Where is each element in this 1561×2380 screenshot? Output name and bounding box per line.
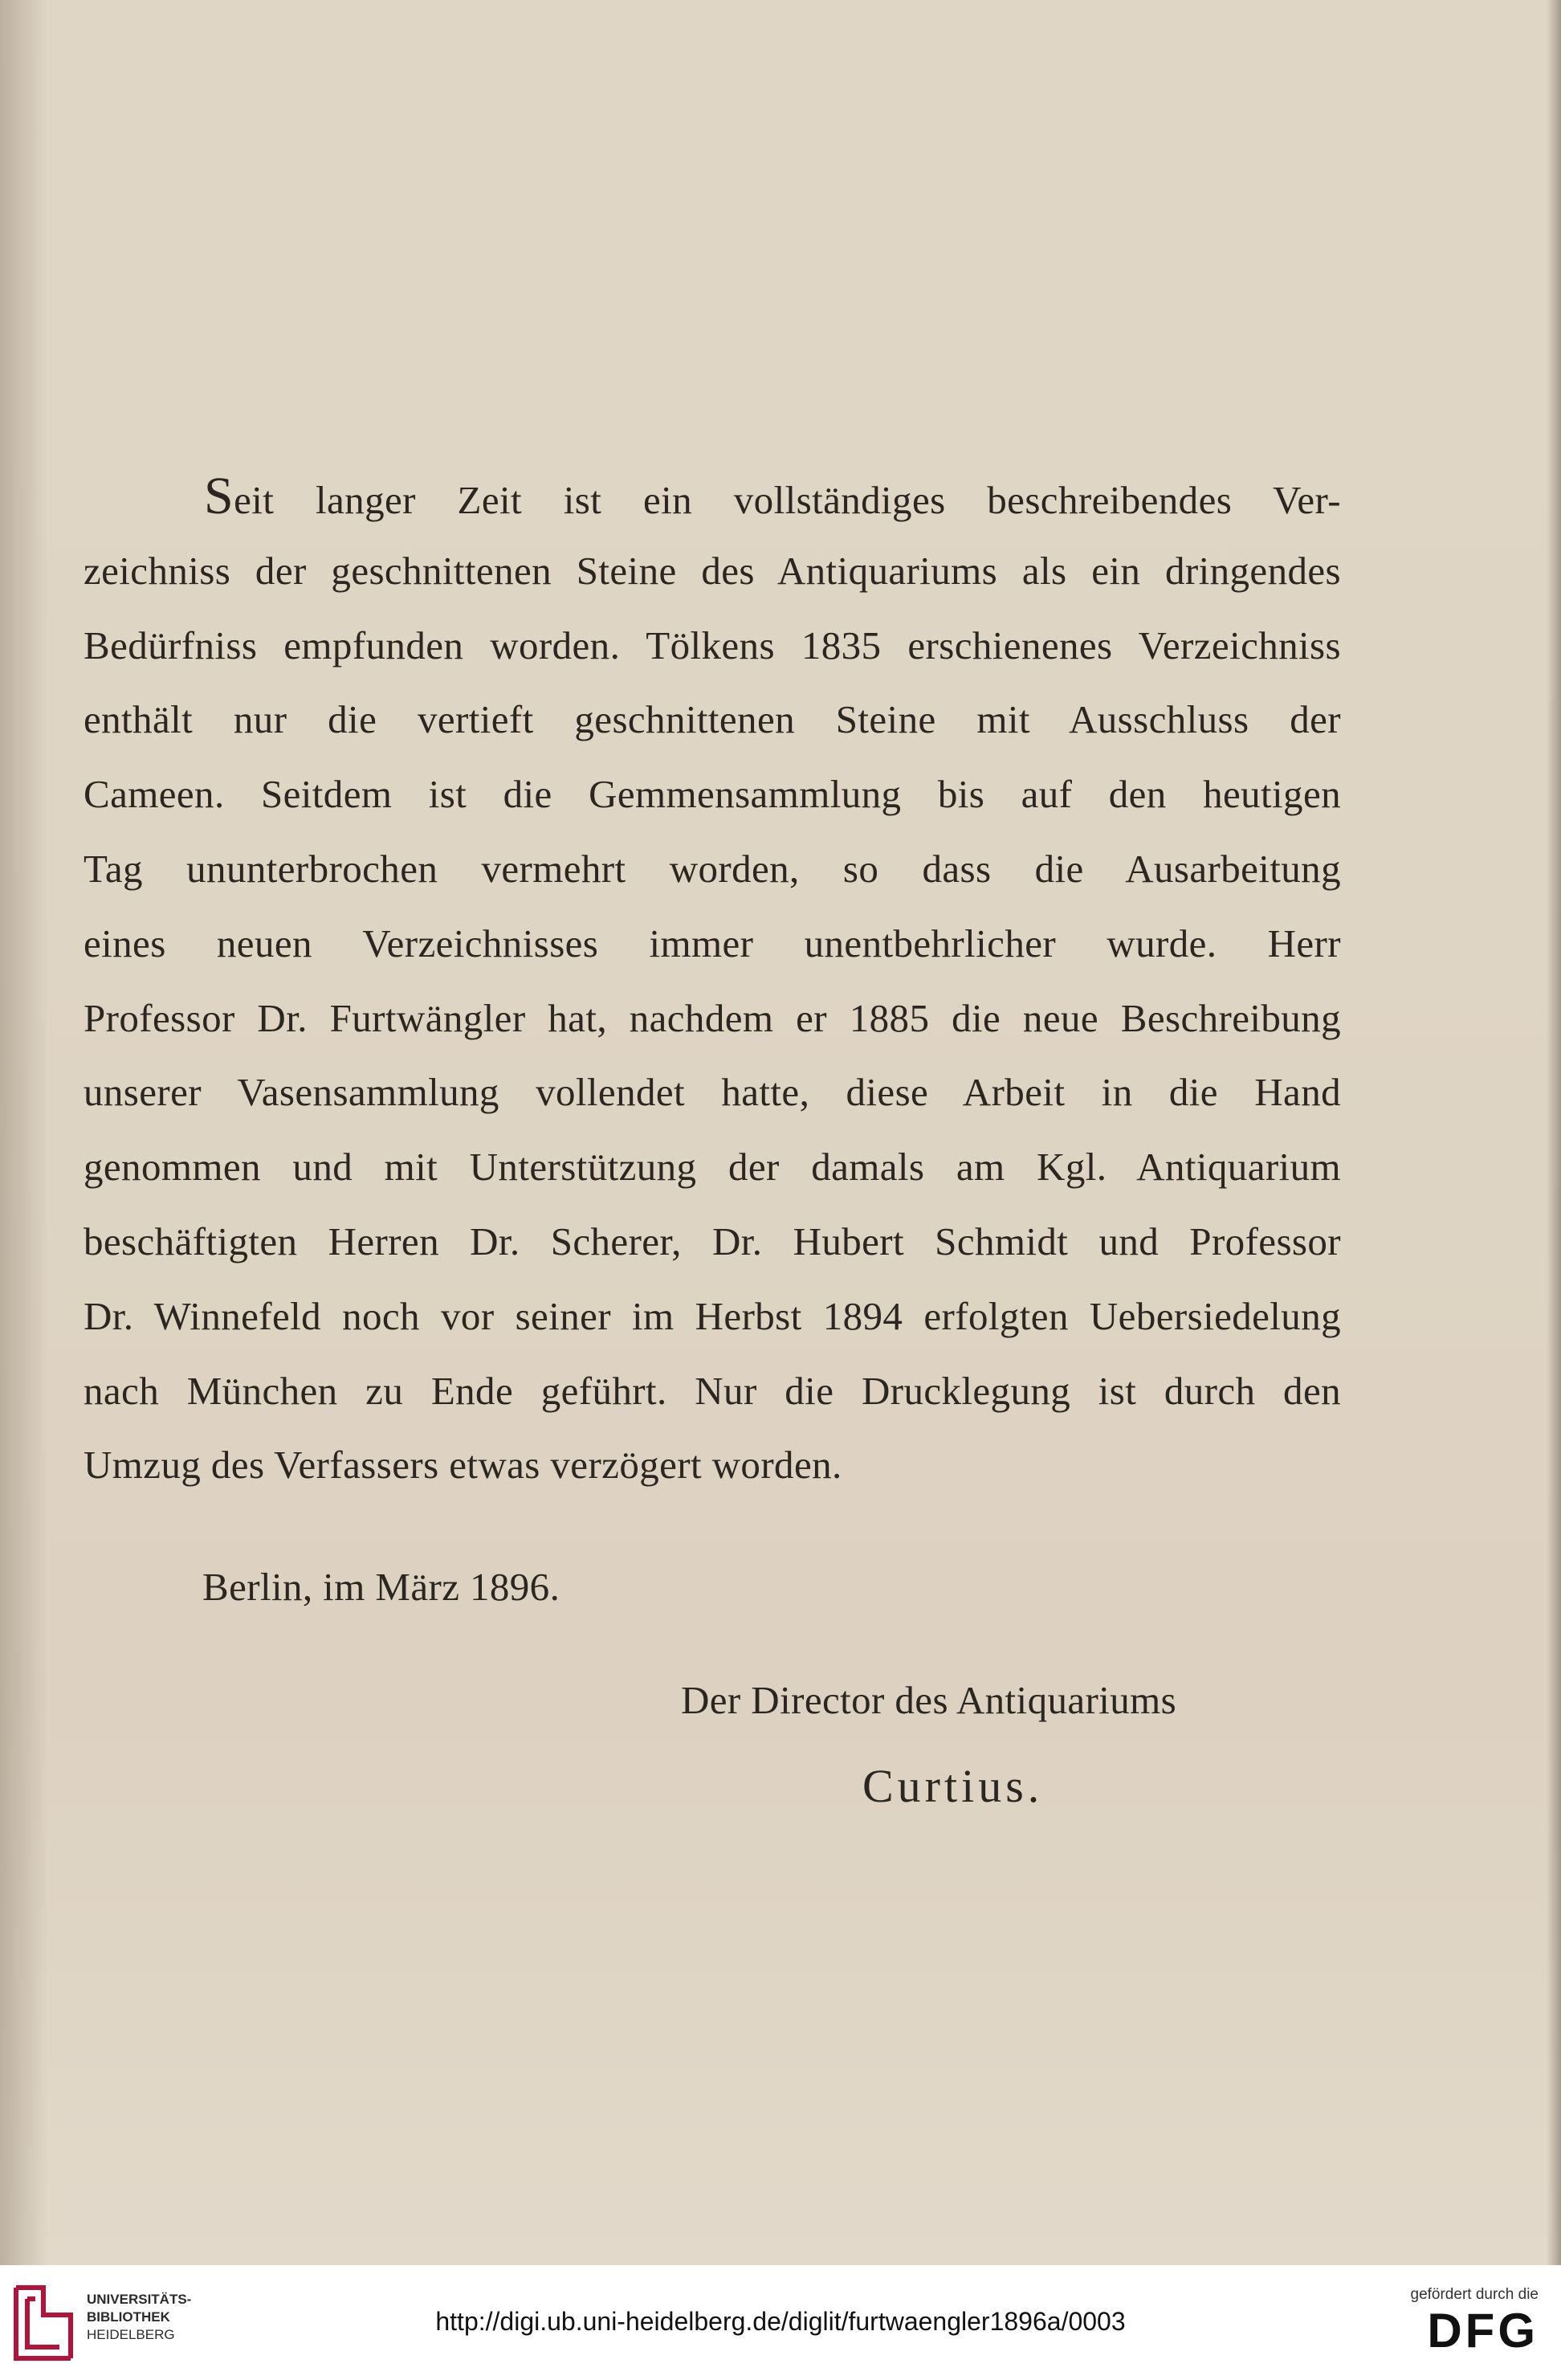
funding-label: gefördert durch die (1410, 2286, 1539, 2303)
library-name-line: BIBLIOTHEK (87, 2309, 170, 2325)
text-line: Professor Dr. Furtwängler hat, nachdem er 1885 die neue Beschreibung (84, 995, 1341, 1040)
text-line: zeichniss der geschnittenen Steine des Antiquariums als ein dringendes (84, 548, 1341, 593)
text-line: eines neuen Verzeichnisses immer unentbehrlicher wurde. Herr (84, 921, 1341, 965)
drop-cap-letter: S (204, 467, 234, 525)
text-line: genommen und mit Unterstützung der damals am Kgl. Antiquarium (84, 1145, 1341, 1190)
text-line: Umzug des Verfassers etwas verzögert worden. (84, 1443, 842, 1488)
text-line: nach München zu Ende geführt. Nur die Drucklegung ist durch den (84, 1368, 1341, 1413)
library-name-line: HEIDELBERG (87, 2327, 175, 2342)
library-name-line: UNIVERSITÄTS- (87, 2292, 192, 2307)
permalink-url[interactable]: http://digi.ub.uni-heidelberg.de/diglit/furtwaengler1896a/0003 (435, 2307, 1126, 2336)
text-line (84, 459, 1341, 534)
text-line: unserer Vasensammlung vollendet hatte, diese Arbeit in die Hand (84, 1070, 1341, 1115)
text-line: Bedürfniss empfunden worden. Tölkens 1835 erschienenes Verzeichniss (84, 623, 1341, 667)
text-line: Dr. Winnefeld noch vor seiner im Herbst 1894 erfolgten Uebersiedelung (84, 1293, 1341, 1338)
text-line: Tag ununterbrochen vermehrt worden, so dass die Ausarbeitung (84, 846, 1341, 891)
director-line: Der Director des Antiquariums (681, 1678, 1177, 1722)
preface-paragraph (84, 459, 1341, 1503)
first-line-rest: eit langer Zeit ist ein vollständiges beschreibendes Ver- (234, 478, 1341, 522)
text-line: Cameen. Seitdem ist die Gemmensammlung bis auf den heutigen (84, 772, 1341, 817)
text-line: enthält nur die vertieft geschnittenen Steine mit Ausschluss der (84, 697, 1341, 742)
funding-credit (1370, 2286, 1539, 2358)
viewer-footer (0, 2265, 1561, 2380)
text-line: beschäftigten Herren Dr. Scherer, Dr. Hubert Schmidt und Professor (84, 1219, 1341, 1263)
signature: Curtius. (862, 1760, 1044, 1812)
date-line: Berlin, im März 1896. (202, 1565, 560, 1609)
dfg-logo: DFG (1427, 2304, 1539, 2358)
